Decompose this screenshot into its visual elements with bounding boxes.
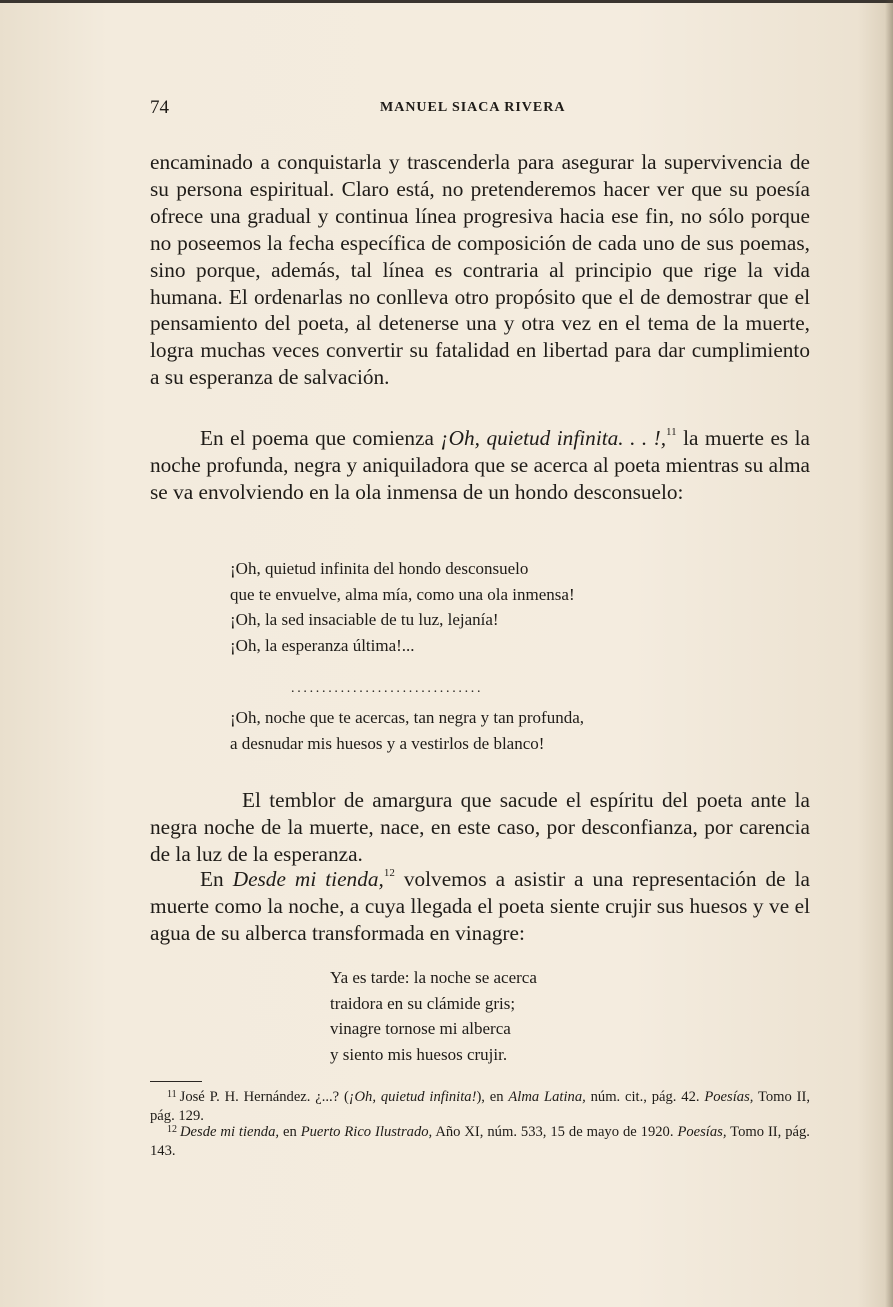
verse-block-2 [230,705,584,756]
footnote-text: ), en [476,1089,509,1105]
footnote-title: ¡Oh, quietud infinita! [348,1089,477,1105]
paragraph-2 [150,425,810,506]
running-title: MANUEL SIACA RIVERA [380,100,566,115]
running-head [150,97,810,121]
footnote-text: núm. cit., pág. 42. [585,1089,705,1105]
verse-line: ¡Oh, noche que te acercas, tan negra y tan profunda, [230,708,585,727]
footnote-ref-11: 11 [666,425,677,438]
footnote-title: Desde mi tienda, [180,1124,280,1140]
paragraph-3: El temblor de amargura que sacude el espíritu del poeta ante la negra noche de la muerte, nace, en este caso, por desconfianza, por carencia de la luz de la esperanza. [150,788,810,866]
paragraph-4-text-a: En [200,867,233,891]
footnote-text: en [279,1124,301,1140]
poem-title-oh-quietud: ¡Oh, quietud infinita. . . !, [440,426,667,450]
footnote-11 [150,1089,810,1125]
verse-ellipsis-line: ............................... [291,681,484,696]
paragraph-2-text-b: la muerte es la noche profunda, negra y aniquiladora que se acerca al poeta mientras su alma se va envolviendo en la ola inmensa de un hondo desconsuelo: [150,426,811,504]
footnote-number: 12 [167,1124,177,1135]
footnote-ref-12: 12 [383,866,395,879]
paragraph-2-text-a: En el poema que comienza [200,426,441,450]
footnote-publication: Alma Latina, [508,1089,586,1105]
footnote-number: 11 [167,1089,177,1100]
footnote-publication: Puerto Rico Ilustrado, [300,1124,433,1140]
paragraph-4-text-b: volvemos a asistir a una representación de la muerte como la noche, a cuya llegada el poeta siente crujir sus huesos y ve el agua de su alberca transformada en vinagre: [150,867,810,945]
verse-line: ¡Oh, la sed insaciable de tu luz, lejanía! [230,610,499,629]
footnote-publication: Poesías, [704,1089,754,1105]
verse-line: ¡Oh, quietud infinita del hondo desconsuelo [230,559,529,578]
page-top-edge [0,0,893,3]
verse-line: traidora en su clámide gris; [330,993,516,1013]
paragraph-4 [150,866,810,947]
footnote-divider [150,1081,202,1082]
verse-block-3 [330,965,537,1067]
verse-line: a desnudar mis huesos y a vestirlos de blanco! [230,733,545,753]
page-right-edge [885,0,893,1307]
footnote-text: Año XI, núm. 533, 15 de mayo de 1920. [432,1124,678,1140]
paragraph-1: encaminado a conquistarla y trascenderla para asegurar la supervivencia de su persona espiritual. Claro está, no pretenderemos hacer ver que su poesía ofrece una gradual y continua línea progresiva hacia ese fin, no sólo porque no poseemos la fecha específica de composición de cada uno de sus poemas, sino porque, además, tal línea es contraria al principio que rige la vida humana. El ordenarlas no conlleva otro propósito que el de demostrar que el pensamiento del poeta, al detenerse una y otra vez en el tema de la muerte, logra muchas veces convertir su fatalidad en libertad para dar cumplimiento a su esperanza de salvación. [150,150,810,390]
footnote-12 [150,1124,810,1160]
poem-title-desde-mi-tienda: Desde mi tienda, [232,867,384,891]
verse-block-1 [230,556,575,658]
page-number: 74 [150,97,169,118]
footnote-publication: Poesías, [677,1124,727,1140]
verse-line: ¡Oh, la esperanza última!... [230,635,415,655]
verse-line: que te envuelve, alma mía, como una ola inmensa! [230,584,575,604]
verse-line: y siento mis huesos crujir. [330,1044,508,1064]
footnote-text: Tomo II, pág. 129. [150,1089,810,1124]
verse-line: vinagre tornose mi alberca [330,1019,511,1038]
verse-line: Ya es tarde: la noche se acerca [330,968,537,987]
footnote-text: Tomo II, pág. 143. [150,1124,810,1159]
footnote-text: José P. H. Hernández. ¿...? ( [179,1089,349,1105]
